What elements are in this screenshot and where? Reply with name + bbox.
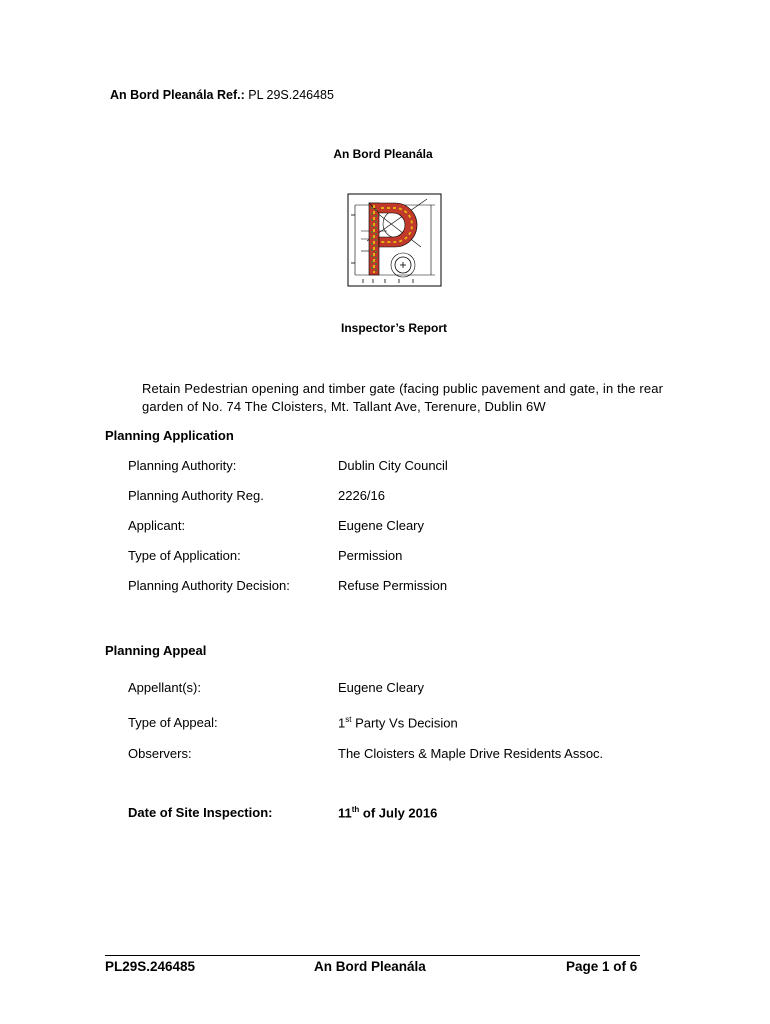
planning-authority-reg-value: 2226/16: [338, 488, 385, 503]
board-title: An Bord Pleanála: [333, 147, 433, 161]
footer-board-name: An Bord Pleanála: [314, 959, 426, 974]
inspection-date-value: [338, 805, 437, 820]
ref-label: An Bord Pleanála Ref.:: [110, 88, 245, 102]
footer-page-number: Page 1 of 6: [566, 959, 638, 974]
planning-authority-label: Planning Authority:: [128, 458, 237, 473]
footer-divider: [105, 955, 640, 956]
appeal-type-label: Type of Appeal:: [128, 715, 218, 730]
appeal-type-number: 1: [338, 715, 346, 731]
appellants-value: Eugene Cleary: [338, 680, 424, 695]
application-type-label: Type of Application:: [128, 548, 241, 563]
observers-value: The Cloisters & Maple Drive Residents Assoc.: [338, 746, 604, 761]
planning-application-heading: Planning Application: [105, 428, 234, 443]
applicant-value: Eugene Cleary: [338, 518, 424, 533]
planning-authority-value: Dublin City Council: [338, 458, 448, 473]
planning-authority-reg-label: Planning Authority Reg.: [128, 488, 264, 503]
reference-line: [110, 88, 334, 102]
development-description: Retain Pedestrian opening and timber gate (facing public pavement and gate, in the rear garden of No. 74 The Cloisters, Mt. Tallant Ave, Terenure, Dublin 6W: [142, 381, 664, 414]
observers-label: Observers:: [128, 746, 192, 761]
ref-value: PL 29S.246485: [248, 88, 334, 102]
appeal-type-value: [338, 715, 458, 730]
inspection-date-label: Date of Site Inspection:: [128, 805, 273, 820]
footer-reference: PL29S.246485: [105, 959, 196, 974]
planning-appeal-heading: Planning Appeal: [105, 643, 207, 658]
report-title: Inspector’s Report: [340, 321, 448, 335]
inspection-month-year: of July 2016: [359, 805, 438, 821]
authority-decision-value: Refuse Permission: [338, 578, 448, 593]
appellants-label: Appellant(s):: [128, 680, 201, 695]
authority-decision-label: Planning Authority Decision:: [128, 578, 290, 593]
applicant-label: Applicant:: [128, 518, 186, 533]
appeal-type-rest: Party Vs Decision: [351, 715, 458, 731]
logo-graphic: [347, 193, 442, 287]
inspection-day: 11: [338, 805, 352, 821]
application-type-value: Permission: [338, 548, 403, 563]
inspection-day-ordinal: th: [351, 805, 360, 814]
appeal-type-ordinal: st: [345, 715, 352, 724]
bord-pleanala-logo: [347, 193, 442, 287]
